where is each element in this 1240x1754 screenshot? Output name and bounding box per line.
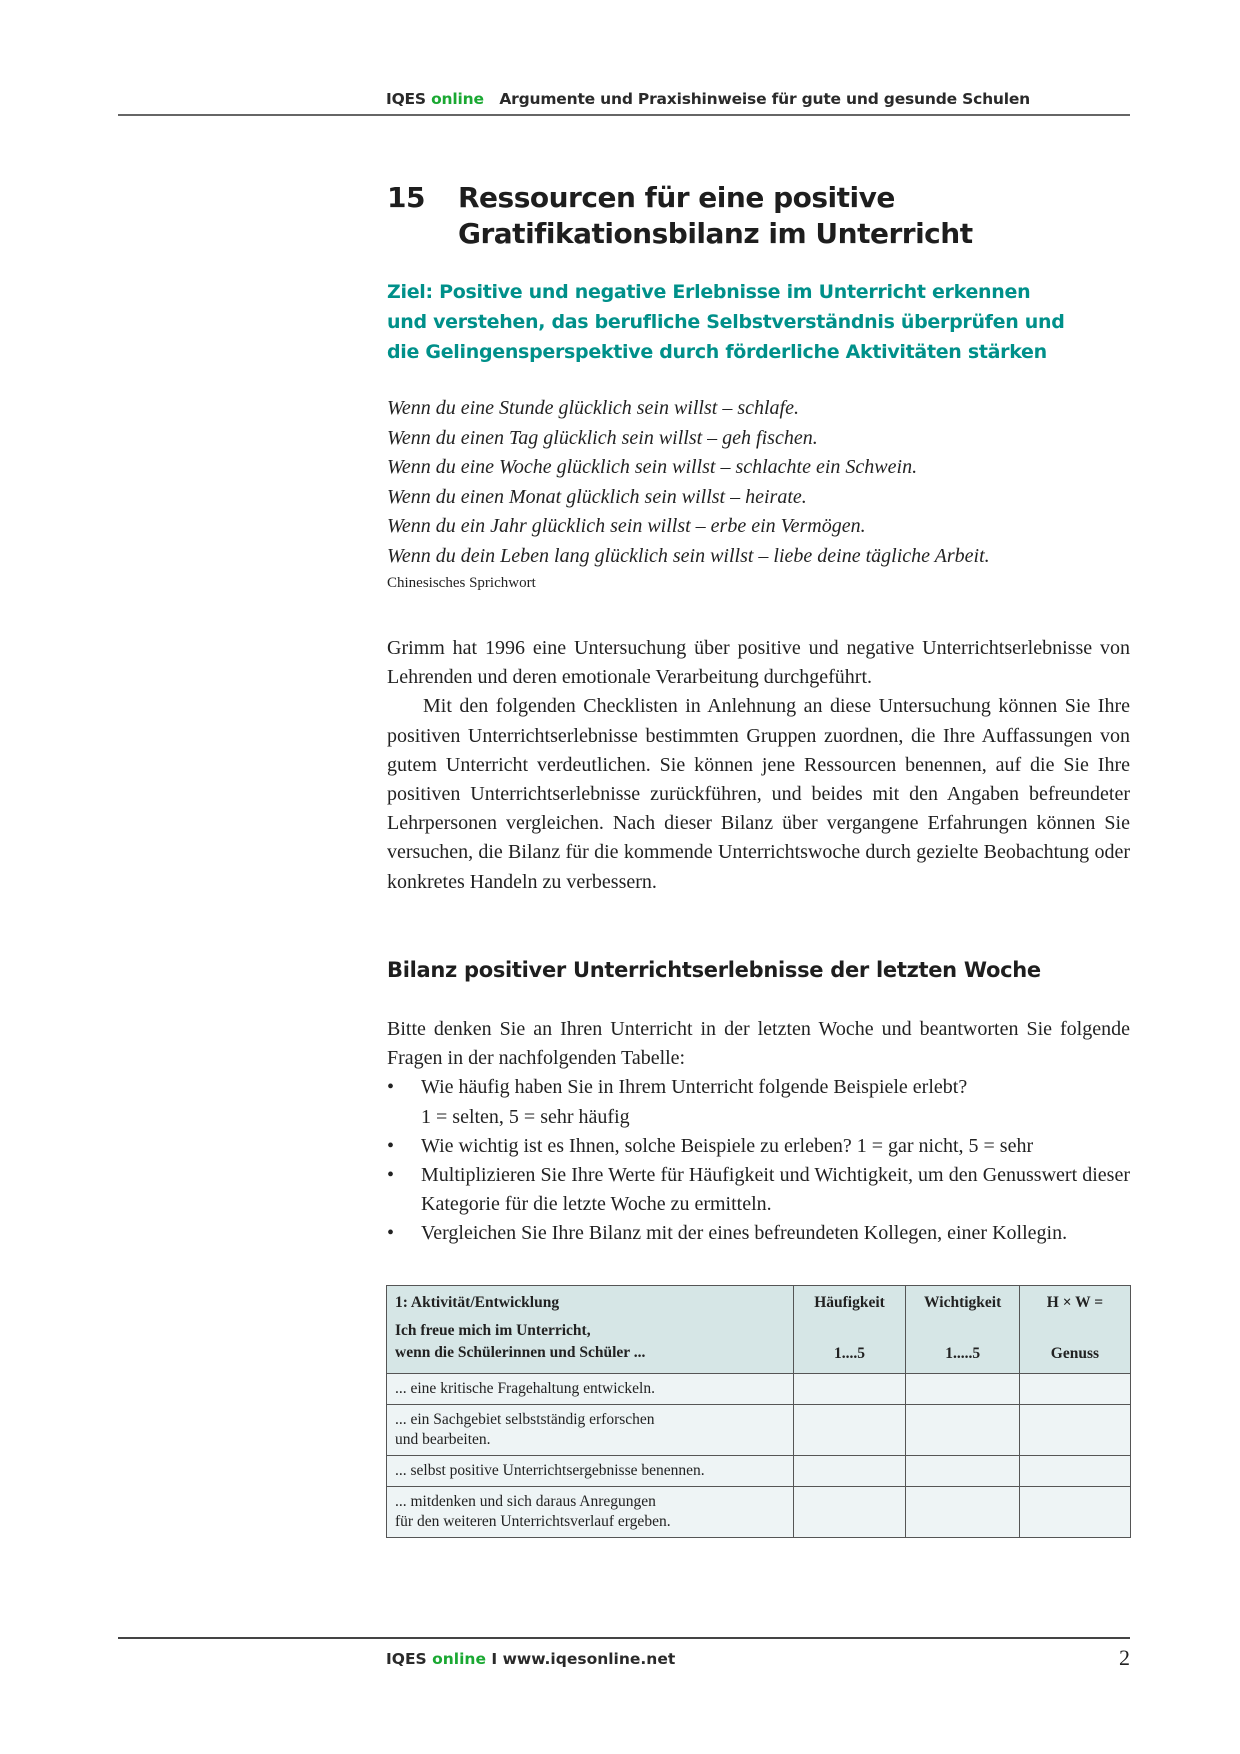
instruction-item: [387, 1161, 1130, 1219]
row-statement-line: ... ein Sachgebiet selbstständig erforschen: [395, 1411, 655, 1428]
header-brand-iqes: IQES: [386, 90, 426, 108]
instruction-list: [387, 1073, 1130, 1248]
instruction-text: Wie häufig haben Sie in Ihrem Unterricht folgende Beispiele erlebt?: [421, 1076, 968, 1099]
header-prompt-line: Ich freue mich im Unterricht,: [395, 1322, 591, 1339]
row-statement: [387, 1405, 794, 1456]
header-divider: [118, 114, 1130, 116]
table-row: [387, 1374, 1131, 1405]
quote-line: Wenn du einen Monat glücklich sein willst – heirate.: [387, 485, 807, 508]
instruction-text: Wie wichtig ist es Ihnen, solche Beispiele zu erleben? 1 = gar nicht, 5 = sehr: [421, 1134, 1034, 1157]
row-statement-line: für den weiteren Unterrichtsverlauf ergeben.: [395, 1513, 671, 1530]
chapter-title-line: Gratifikationsbilanz im Unterricht: [458, 217, 973, 250]
table-row: [387, 1456, 1131, 1487]
cell-genuss[interactable]: [1019, 1456, 1130, 1487]
header-brand-online: online: [431, 90, 484, 108]
header-haeufigkeit-scale: 1....5: [834, 1345, 866, 1362]
row-statement: [387, 1487, 794, 1538]
cell-haeufigkeit[interactable]: [793, 1374, 906, 1405]
chapter-title: [458, 180, 1058, 252]
instruction-item: [387, 1219, 1130, 1248]
bullet-icon: •: [387, 1076, 395, 1099]
cell-haeufigkeit[interactable]: [793, 1487, 906, 1538]
row-statement: [387, 1374, 794, 1405]
instruction-text: Multiplizieren Sie Ihre Werte für Häufigkeit und Wichtigkeit, um den Genusswert dieser Kategorie für die letzte Woche zu ermitteln.: [421, 1164, 1130, 1216]
header-text: [386, 90, 1030, 108]
bullet-icon: •: [387, 1134, 395, 1157]
table-row: [387, 1405, 1131, 1456]
cell-haeufigkeit[interactable]: [793, 1456, 906, 1487]
body-text: [387, 634, 1130, 897]
quote-line: Wenn du ein Jahr glücklich sein willst – erbe ein Vermögen.: [387, 515, 866, 537]
cell-genuss[interactable]: [1019, 1374, 1130, 1405]
quote-line: Wenn du eine Stunde glücklich sein willst – schlafe.: [387, 397, 799, 419]
quote-line: Wenn du eine Woche glücklich sein willst – schlachte ein Schwein.: [387, 456, 918, 478]
header-genuss: [1019, 1286, 1130, 1374]
header-prompt: [395, 1320, 785, 1364]
footer-separator: I: [491, 1650, 498, 1668]
body-paragraph: Mit den folgenden Checklisten in Anlehnung an diese Untersuchung können Sie Ihre positiven Unterrichtserlebnisse bestimmten Gruppen zuordnen, die Ihre Auffassungen von gutem Unterricht verdeutlichen. Sie können jene Ressourcen benennen, auf die Sie Ihre positiven Unterrichtserlebnisse zurückführen, und beides mit den Angaben befreundeter Lehrpersonen vergleichen. Nach dieser Bilanz über vergangene Erfahrungen können Sie versuchen, die Bilanz für die kommende Unterrichtswoche durch gezielte Beobachtung oder konkretes Handeln zu verbessern.: [387, 695, 1130, 893]
instruction-item: [387, 1132, 1130, 1161]
goal-statement: [387, 277, 1107, 367]
section-heading: Bilanz positiver Unterrichtserlebnisse der letzten Woche: [387, 958, 1041, 982]
header-wichtigkeit: [906, 1286, 1019, 1374]
header-haeufigkeit-label: Häufigkeit: [814, 1294, 885, 1311]
quote-line: Wenn du dein Leben lang glücklich sein willst – liebe deine tägliche Arbeit.: [387, 544, 990, 567]
rating-table: [386, 1285, 1131, 1538]
cell-haeufigkeit[interactable]: [793, 1405, 906, 1456]
header-genuss-sub: Genuss: [1050, 1345, 1100, 1362]
cell-wichtigkeit[interactable]: [906, 1487, 1019, 1538]
table-header-row: [387, 1286, 1131, 1374]
footer-text: [386, 1650, 675, 1668]
cell-wichtigkeit[interactable]: [906, 1405, 1019, 1456]
instruction-scale: 1 = selten, 5 = sehr häufig: [421, 1105, 630, 1128]
page-number: 2: [1119, 1645, 1130, 1670]
footer-divider: [118, 1637, 1130, 1639]
cell-genuss[interactable]: [1019, 1405, 1130, 1456]
bullet-icon: •: [387, 1164, 395, 1187]
header-genuss-label: H × W =: [1046, 1294, 1104, 1311]
instruction-text: Vergleichen Sie Ihre Bilanz mit der eines befreundeten Kollegen, einer Kollegin.: [421, 1222, 1068, 1245]
quote-line: Wenn du einen Tag glücklich sein willst – geh fischen.: [387, 426, 818, 449]
goal-line: Ziel: Positive und negative Erlebnisse im Unterricht erkennen: [387, 281, 1031, 303]
goal-line: und verstehen, das berufliche Selbstverständnis überprüfen und: [387, 311, 1065, 333]
table-row: [387, 1487, 1131, 1538]
body-paragraph: Grimm hat 1996 eine Untersuchung über positive und negative Unterrichtserlebnisse von Lehrenden und deren emotionale Verarbeitung durchgeführt.: [387, 637, 1130, 689]
chapter-title-line: Ressourcen für eine positive: [458, 181, 895, 214]
header-category: [387, 1286, 794, 1374]
epigraph-quote: [387, 394, 1107, 595]
header-wichtigkeit-label: Wichtigkeit: [924, 1294, 1002, 1311]
section-intro: [387, 1015, 1130, 1249]
footer-brand-online: online: [432, 1650, 486, 1668]
footer-brand-iqes: IQES: [386, 1650, 427, 1668]
header-haeufigkeit: [793, 1286, 906, 1374]
rating-table-wrapper: [386, 1285, 1131, 1538]
row-statement-line: und bearbeiten.: [395, 1431, 491, 1448]
intro-paragraph: Bitte denken Sie an Ihren Unterricht in der letzten Woche und beantworten Sie folgende Fragen in der nachfolgenden Tabelle:: [387, 1018, 1130, 1070]
chapter-number: 15: [387, 181, 425, 214]
goal-line: die Gelingensperspektive durch förderliche Aktivitäten stärken: [387, 341, 1047, 363]
bullet-icon: •: [387, 1222, 395, 1245]
footer-url[interactable]: www.iqesonline.net: [502, 1650, 676, 1668]
row-statement-line: ... mitdenken und sich daraus Anregungen: [395, 1493, 656, 1510]
instruction-item: [387, 1073, 1130, 1131]
row-statement-line: ... eine kritische Fragehaltung entwickeln.: [395, 1380, 655, 1397]
row-statement-line: ... selbst positive Unterrichtsergebnisse benennen.: [395, 1462, 705, 1479]
header-category-title: 1: Aktivität/Entwicklung: [395, 1294, 560, 1311]
cell-wichtigkeit[interactable]: [906, 1456, 1019, 1487]
header-subtitle: Argumente und Praxishinweise für gute und gesunde Schulen: [499, 90, 1030, 108]
header-wichtigkeit-scale: 1.....5: [945, 1345, 981, 1362]
cell-genuss[interactable]: [1019, 1487, 1130, 1538]
header-prompt-line: wenn die Schülerinnen und Schüler ...: [395, 1344, 646, 1361]
cell-wichtigkeit[interactable]: [906, 1374, 1019, 1405]
row-statement: [387, 1456, 794, 1487]
quote-source: Chinesisches Sprichwort: [387, 575, 536, 591]
